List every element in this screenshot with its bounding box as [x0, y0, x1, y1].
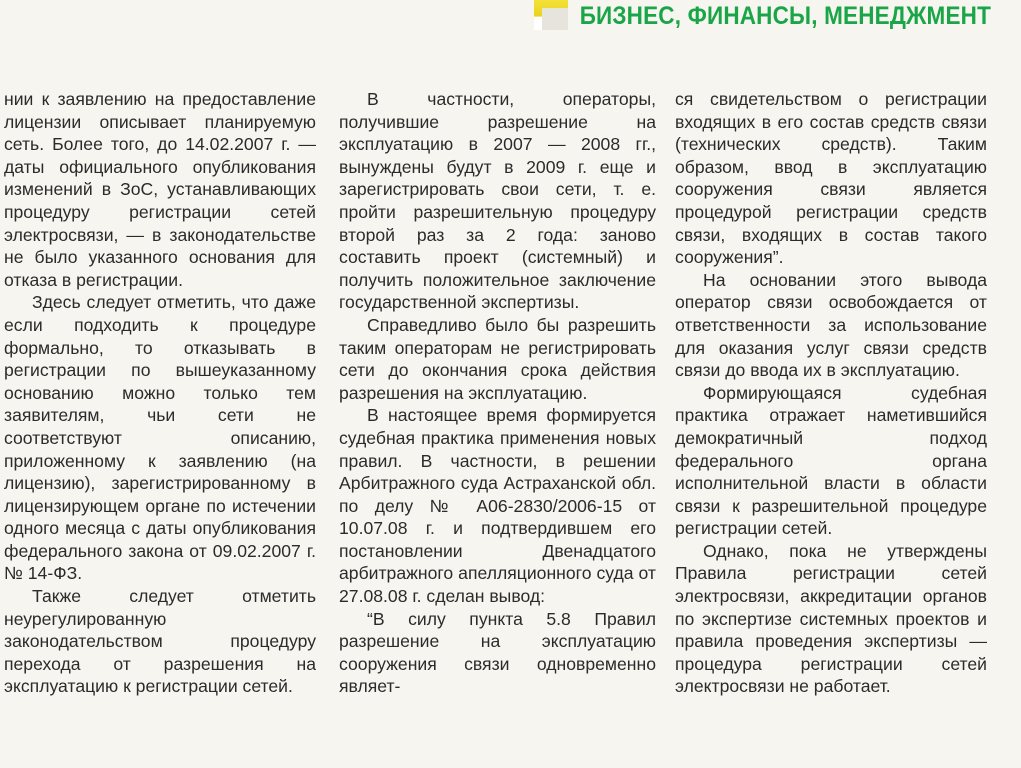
paragraph: В настоящее время формируется судебная практика применения новых правил. В частности, в решении Арбитражного суда Астраханской обл. по делу № А06-2830/2006-15 от 10.07.08 г. и подтвердившем его постановлении Двенадцатого арбитражного апелляционного суда от 27.08.08 г. сделан вывод:: [339, 405, 656, 607]
article-column-3: [675, 88, 987, 768]
paragraph: Здесь следует отметить, что даже если подходить к процедуре формально, то отказывать в регистрации по вышеуказанному основанию можно только тем заявителям, чьи сети не соответствуют описанию, приложенному к заявлению (на лицензию), зарегистрированному в лицензирующем органе по истечении одного месяца с даты опубликования федерального закона от 09.02.2007 г. № 14-ФЗ.: [4, 292, 316, 584]
article-column-1: [4, 88, 316, 768]
section-title: БИЗНЕС, ФИНАНСЫ, МЕНЕДЖМЕНТ: [579, 2, 991, 30]
paragraph: Справедливо было бы разрешить таким операторам не регистрировать сети до окончания срока действия разрешения на эксплуатацию.: [339, 314, 656, 403]
paragraph: Однако, пока не утверждены Правила регистрации сетей электросвязи, аккредитации органов по экспертизе системных проектов и правила проведения экспертизы — процедура регистрации сетей электросвязи не работает.: [675, 540, 987, 697]
paragraph: Формирующаяся судебная практика отражает наметившийся демократичный подход федерального органа исполнительной власти в области связи к разрешительной процедуре регистрации сетей.: [675, 382, 987, 539]
paragraph: ся свидетельством о регистрации входящих в его состав средств связи (технических средств). Таким образом, ввод в эксплуатацию сооружения связи является процедурой регистрации средств связи, входящих в состав такого сооружения”.: [675, 89, 987, 268]
paragraph: В частности, операторы, получившие разрешение на эксплуатацию в 2007 — 2008 гг., вынуждены будут в 2009 г. еще и зарегистрировать свои сети, т. е. пройти разрешительную процедуру второй раз за 2 года: заново составить проект (системный) и получить положительное заключение государственной экспертизы.: [339, 89, 656, 313]
section-color-marker: [534, 0, 568, 30]
article-body: [0, 88, 1021, 768]
paragraph: Также следует отметить неурегулированную законодательством процедуру перехода от разрешения на эксплуатацию к регистрации сетей.: [4, 586, 316, 697]
article-column-2: [339, 88, 656, 768]
paragraph: “В силу пункта 5.8 Правил разрешение на эксплуатацию сооружения связи одновременно являет-: [339, 608, 656, 697]
paragraph: нии к заявлению на предоставление лицензии описывает планируемую сеть. Более того, до 14.02.2007 г. — даты официального опубликования изменений в ЗоС, устанавливающих процедуру регистрации сетей электросвязи, — в законодательстве не было указанного основания для отказа в регистрации.: [4, 89, 316, 290]
paragraph: На основании этого вывода оператор связи освобождается от ответственности за использование для оказания услуг связи средств связи до ввода их в эксплуатацию.: [675, 269, 987, 381]
